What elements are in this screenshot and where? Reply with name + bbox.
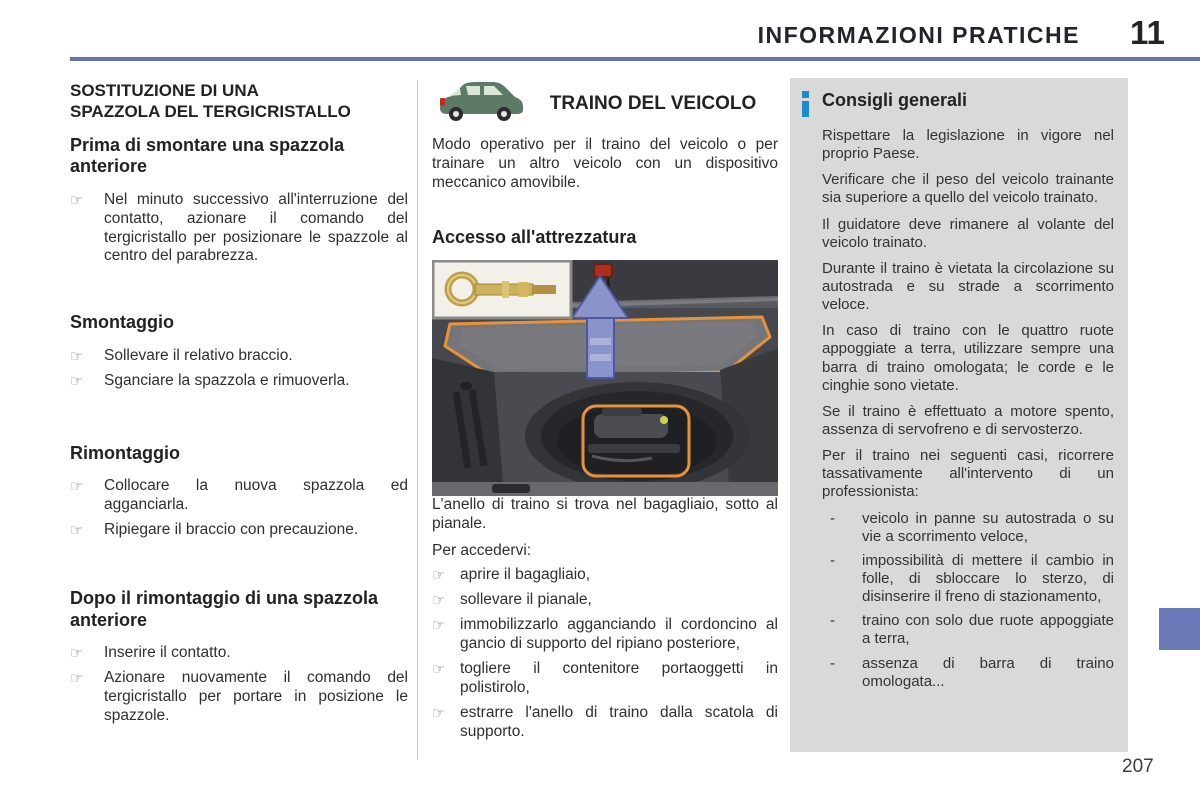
pointing-hand-icon: ☞ xyxy=(70,477,84,496)
list-item: - traino con solo due ruote appoggiate a terra, xyxy=(822,612,1116,648)
instruction-list xyxy=(70,477,408,540)
list-item: ☞ Inserire il contatto. xyxy=(70,644,231,663)
list-item: ☞ estrarre l'anello di traino dalla scatola di supporto. xyxy=(432,703,778,740)
access-label: Per accedervi: xyxy=(432,541,532,559)
list-item: ☞ sollevare il pianale, xyxy=(432,591,592,610)
list-item: ☞ immobilizzarlo agganciando il cordoncino al gancio di supporto del ripiano posteriore, xyxy=(432,616,778,653)
red-clip xyxy=(594,264,612,277)
section-title xyxy=(70,80,408,123)
pointing-hand-icon: ☞ xyxy=(432,566,446,585)
panel-heading: Consigli generali xyxy=(822,90,968,110)
pointing-hand-icon: ☞ xyxy=(432,660,446,679)
list-item: ☞ Sollevare il relativo braccio. xyxy=(70,346,293,365)
list-item: ☞ togliere il contenitore portaoggetti in polistirolo, xyxy=(432,660,778,696)
instruction-list xyxy=(70,347,408,391)
spacer xyxy=(70,272,408,312)
panel-paragraph: Durante il traino è vietata la circolazione su autostrada e su strade a scorrimento veloce. xyxy=(822,259,1114,314)
left-side-trim xyxy=(432,358,504,496)
middle-column xyxy=(432,78,778,748)
page-title: INFORMAZIONI PRATICHE xyxy=(757,22,1080,48)
pointing-hand-icon: ☞ xyxy=(432,591,446,610)
list-item: ☞ Azionare nuovamente il comando del tergicristallo per portare in posizione le spazzole. xyxy=(70,669,408,724)
panel-header xyxy=(800,90,1116,117)
towing-intro: Modo operativo per il traino del veicolo o per trainare un altro veicolo con un dispositivo meccanico amovibile. xyxy=(432,136,778,191)
pointing-hand-icon: ☞ xyxy=(70,521,84,540)
section-title-line2: SPAZZOLA DEL TERGICRISTALLO xyxy=(70,102,351,122)
panel-paragraph: Se il traino è effettuato a motore spento, assenza di servofreno e di servosterzo. xyxy=(822,402,1114,438)
panel-paragraph: Il guidatore deve rimanere al volante del veicolo trainato. xyxy=(822,215,1114,251)
left-column xyxy=(70,80,408,732)
list-item: - impossibilità di mettere il cambio in folle, di sbloccare lo sterzo, di disinserire il freno di stazionamento, xyxy=(822,552,1116,606)
pointing-hand-icon: ☞ xyxy=(70,346,84,365)
subsection-heading: Rimontaggio xyxy=(70,442,180,463)
panel-paragraph: In caso di traino con le quattro ruote appoggiate a terra, utilizzare sempre una barra di traino omologata; le corde e le cinghie sono vietate. xyxy=(822,322,1114,394)
general-advice-panel xyxy=(790,78,1128,752)
chapter-side-tab xyxy=(1159,608,1200,650)
dash-bullet: - xyxy=(830,612,835,630)
info-icon xyxy=(800,90,816,117)
pointing-hand-icon: ☞ xyxy=(70,669,84,688)
panel-dash-list xyxy=(822,510,1116,691)
pointing-hand-icon: ☞ xyxy=(432,616,446,635)
spacer xyxy=(70,546,408,588)
section-title-line1: SOSTITUZIONE DI UNA xyxy=(70,81,259,100)
panel-paragraph: Verificare che il peso del veicolo trainante sia superiore a quello del veicolo trainato. xyxy=(822,171,1114,207)
dash-bullet: - xyxy=(830,509,835,527)
photo-caption: L'anello di traino si trova nel bagagliaio, sotto al pianale. xyxy=(432,495,778,532)
car-icon xyxy=(432,77,528,132)
subsection-heading: Smontaggio xyxy=(70,312,174,333)
pointing-hand-icon: ☞ xyxy=(70,190,84,209)
trunk-photo-figure xyxy=(432,260,778,496)
pointing-hand-icon: ☞ xyxy=(70,371,84,390)
panel-paragraph: Rispettare la legislazione in vigore nel proprio Paese. xyxy=(822,127,1114,163)
access-heading: Accesso all'attrezzatura xyxy=(432,226,637,247)
list-item: ☞ Ripiegare il braccio con precauzione. xyxy=(70,521,359,540)
list-item: ☞ Nel minuto successivo all'interruzione del contatto, azionare il comando del tergicristallo per posizionare le spazzole al centro del parabrezza. xyxy=(70,190,408,265)
spacer xyxy=(70,397,408,443)
tow-eye-inset xyxy=(433,261,571,318)
chapter-number: 11 xyxy=(1130,14,1165,51)
instruction-list xyxy=(70,644,408,726)
list-item: ☞ aprire il bagagliaio, xyxy=(432,566,591,585)
subsection-heading: Dopo il rimontaggio di una spazzola anteriore xyxy=(70,588,379,630)
column-divider xyxy=(417,80,418,760)
instruction-list xyxy=(70,191,408,267)
panel-paragraph: Per il traino nei seguenti casi, ricorrere tassativamente all'intervento di un professionista: xyxy=(822,447,1114,501)
list-item: - assenza di barra di traino omologata... xyxy=(822,655,1116,691)
page-number: 207 xyxy=(1122,756,1154,777)
list-item: ☞ Sganciare la spazzola e rimuoverla. xyxy=(70,371,350,390)
dash-bullet: - xyxy=(830,654,835,672)
towing-section-header xyxy=(432,78,778,130)
header-rule xyxy=(70,57,1200,61)
towing-title: TRAINO DEL VEICOLO xyxy=(549,93,757,114)
access-steps-list xyxy=(432,566,778,741)
list-item: ☞ Collocare la nuova spazzola ed agganciarla. xyxy=(70,477,408,514)
subsection-heading: Prima di smontare una spazzola anteriore xyxy=(70,134,345,177)
list-item: - veicolo in panne su autostrada o su vie a scorrimento veloce, xyxy=(822,510,1116,546)
dash-bullet: - xyxy=(830,551,835,569)
pointing-hand-icon: ☞ xyxy=(70,644,84,663)
pointing-hand-icon: ☞ xyxy=(432,703,446,722)
